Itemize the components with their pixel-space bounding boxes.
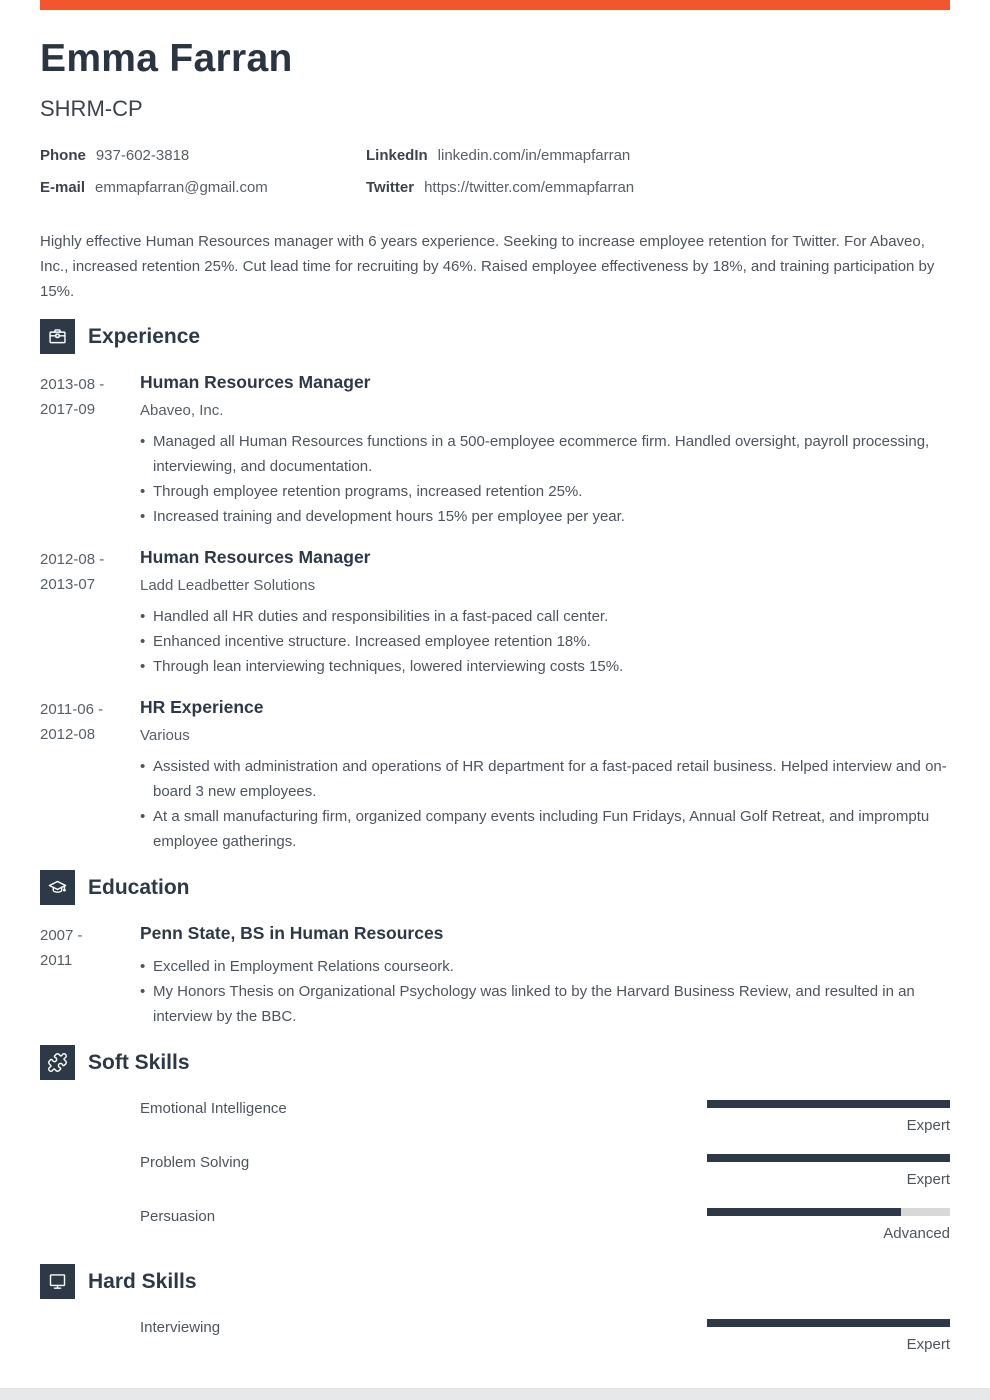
section-title: Education bbox=[88, 875, 190, 899]
contact-value: 937-602-3818 bbox=[95, 147, 190, 164]
experience-entry bbox=[40, 372, 950, 529]
page-bottom-edge bbox=[0, 1388, 990, 1400]
date-to: 2017-09 bbox=[40, 401, 96, 418]
candidate-name: Emma Farran bbox=[40, 37, 293, 80]
contact-label: LinkedIn bbox=[366, 147, 428, 164]
contact-label: E-mail bbox=[40, 179, 86, 196]
bullet-list bbox=[140, 954, 950, 1029]
date-to: 2012-08 bbox=[40, 726, 96, 743]
entry-dates bbox=[40, 547, 140, 679]
entry-dates bbox=[40, 372, 140, 529]
job-title: HR Experience bbox=[140, 697, 264, 717]
experience-entry bbox=[40, 697, 950, 854]
bullet-item: • Assisted with administration and operations of HR department for a fast-paced retail business. Helped interview and on-board 3 new employees. bbox=[140, 754, 950, 804]
date-from: 2012-08 - bbox=[40, 551, 105, 568]
professional-summary: Highly effective Human Resources manager with 6 years experience. Seeking to increase employee retention for Twitter. For Abaveo, Inc., increased retention 25%. Cut lead time for recruiting by 46%. Raised employee effectiveness by 18%, and training participation by 15%. bbox=[40, 233, 935, 300]
education-entry bbox=[40, 923, 950, 1029]
entry-dates bbox=[40, 923, 140, 1029]
skill-meter bbox=[707, 1319, 950, 1353]
section-header-experience bbox=[40, 319, 950, 354]
bullet-item: • Managed all Human Resources functions in a 500-employee ecommerce firm. Handled oversight, payroll processing, interviewing, and documentation. bbox=[140, 429, 950, 479]
contact-value: linkedin.com/in/emmapfarran bbox=[437, 147, 631, 164]
section-title: Hard Skills bbox=[88, 1269, 197, 1293]
entry-body bbox=[140, 547, 950, 679]
skill-meter bbox=[707, 1208, 950, 1242]
contact-phone bbox=[40, 147, 366, 164]
contact-email bbox=[40, 179, 366, 196]
date-from: 2007 - bbox=[40, 927, 83, 944]
contact-info bbox=[40, 147, 950, 196]
degree-title: Penn State, BS in Human Resources bbox=[140, 923, 444, 943]
bullet-item: • Excelled in Employment Relations courseork. bbox=[140, 954, 950, 979]
contact-twitter bbox=[366, 179, 950, 196]
hard-skills-list bbox=[40, 1319, 950, 1353]
entry-body bbox=[140, 923, 950, 1029]
skill-level-label: Advanced bbox=[883, 1225, 950, 1242]
bullet-list bbox=[140, 604, 950, 679]
date-from: 2011-06 - bbox=[40, 701, 104, 718]
company-name: Ladd Leadbetter Solutions bbox=[140, 577, 316, 594]
skill-row bbox=[40, 1319, 950, 1353]
skill-row bbox=[40, 1100, 950, 1134]
skill-name: Problem Solving bbox=[140, 1154, 250, 1171]
skill-level-label: Expert bbox=[906, 1117, 950, 1134]
bullet-item: • Enhanced incentive structure. Increased employee retention 18%. bbox=[140, 629, 950, 654]
bullet-item: • My Honors Thesis on Organizational Psychology was linked to by the Harvard Business Review, and resulted in an interview by the BBC. bbox=[140, 979, 950, 1029]
candidate-credential: SHRM-CP bbox=[40, 96, 143, 121]
skill-bar-track bbox=[707, 1154, 950, 1162]
date-to: 2013-07 bbox=[40, 576, 96, 593]
skill-bar-track bbox=[707, 1319, 950, 1327]
entry-body bbox=[140, 372, 950, 529]
contact-value: https://twitter.com/emmapfarran bbox=[424, 179, 635, 196]
skill-name: Emotional Intelligence bbox=[140, 1100, 287, 1117]
graduation-cap-icon bbox=[40, 870, 75, 905]
bullet-list bbox=[140, 754, 950, 854]
skill-bar-fill bbox=[707, 1154, 950, 1162]
bullet-item: • Through lean interviewing techniques, lowered interviewing costs 15%. bbox=[140, 654, 950, 679]
skill-meter bbox=[707, 1154, 950, 1188]
soft-skills-list bbox=[40, 1100, 950, 1242]
accent-top-bar bbox=[40, 0, 950, 10]
company-name: Abaveo, Inc. bbox=[140, 402, 224, 419]
job-title: Human Resources Manager bbox=[140, 547, 371, 567]
contact-linkedin bbox=[366, 147, 950, 164]
skill-level-label: Expert bbox=[906, 1336, 950, 1353]
skill-meter bbox=[707, 1100, 950, 1134]
skill-bar-fill bbox=[707, 1100, 950, 1108]
monitor-icon bbox=[40, 1264, 75, 1299]
contact-label: Twitter bbox=[366, 179, 415, 196]
skill-row bbox=[40, 1154, 950, 1188]
skill-name: Interviewing bbox=[140, 1319, 221, 1336]
section-header-soft-skills bbox=[40, 1045, 950, 1080]
skill-level-label: Expert bbox=[906, 1171, 950, 1188]
bullet-item: • Through employee retention programs, increased retention 25%. bbox=[140, 479, 950, 504]
contact-value: emmapfarran@gmail.com bbox=[95, 179, 268, 196]
skill-name: Persuasion bbox=[140, 1208, 216, 1225]
entry-body bbox=[140, 697, 950, 854]
bullet-item: • At a small manufacturing firm, organized company events including Fun Fridays, Annual Golf Retreat, and impromptu employee gatherings. bbox=[140, 804, 950, 854]
section-header-hard-skills bbox=[40, 1264, 950, 1299]
skill-row bbox=[40, 1208, 950, 1242]
section-title: Soft Skills bbox=[88, 1050, 190, 1074]
experience-entry bbox=[40, 547, 950, 679]
date-to: 2011 bbox=[40, 952, 73, 969]
date-from: 2013-08 - bbox=[40, 376, 105, 393]
bullet-list bbox=[140, 429, 950, 529]
skill-bar-track bbox=[707, 1100, 950, 1108]
company-name: Various bbox=[140, 727, 190, 744]
entry-dates bbox=[40, 697, 140, 854]
bullet-item: • Handled all HR duties and responsibilities in a fast-paced call center. bbox=[140, 604, 950, 629]
bullet-item: • Increased training and development hours 15% per employee per year. bbox=[140, 504, 950, 529]
section-title: Experience bbox=[88, 324, 201, 348]
contact-label: Phone bbox=[40, 147, 86, 164]
briefcase-icon bbox=[40, 319, 75, 354]
skill-bar-track bbox=[707, 1208, 950, 1216]
skill-bar-fill bbox=[707, 1208, 901, 1216]
skill-bar-fill bbox=[707, 1319, 950, 1327]
job-title: Human Resources Manager bbox=[140, 372, 371, 392]
section-header-education bbox=[40, 870, 950, 905]
puzzle-piece-icon bbox=[40, 1045, 75, 1080]
